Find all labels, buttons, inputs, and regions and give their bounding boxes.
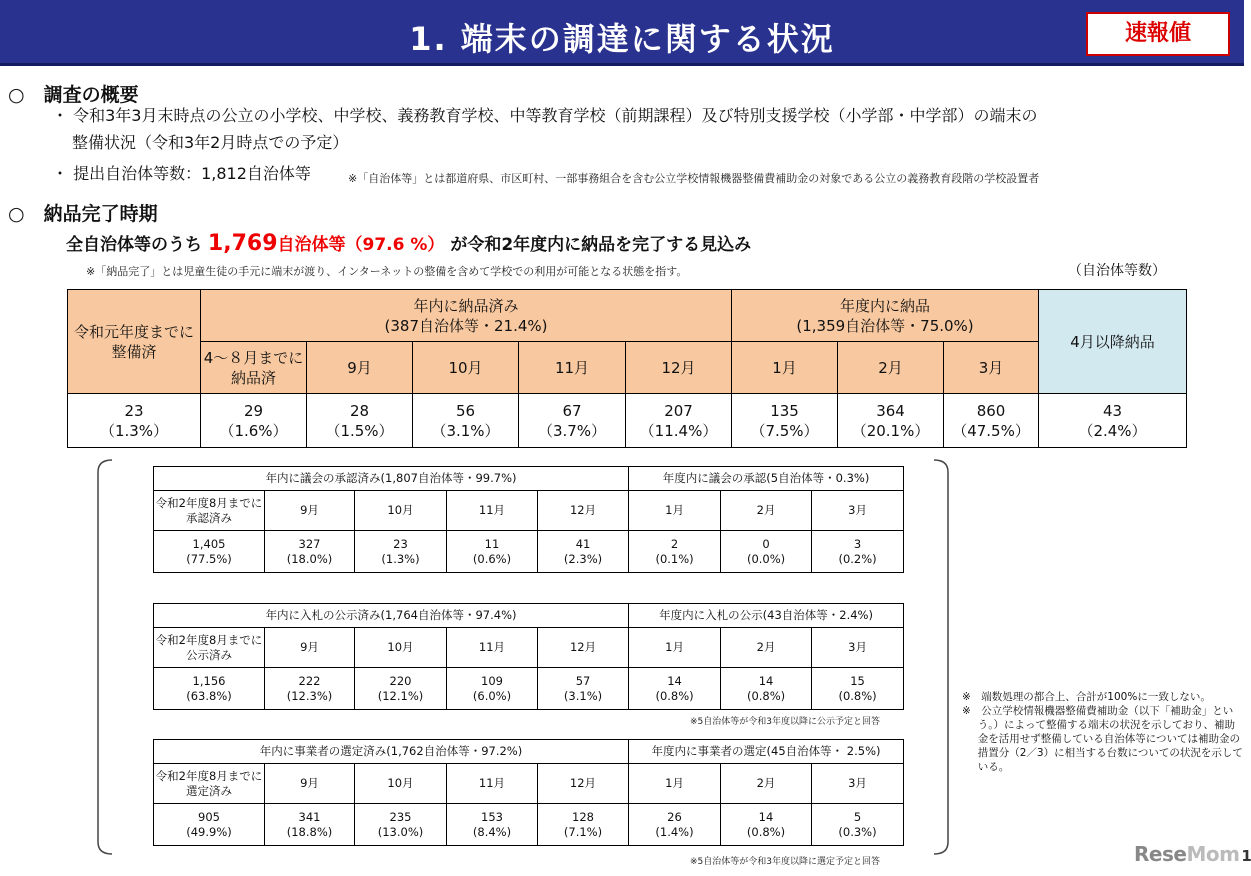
- month-header: 4～８月までに納品済: [201, 342, 307, 394]
- lead-number: 1,769: [207, 231, 278, 256]
- sub-group1-header: 年内に入札の公示済み(1,764自治体等・97.4%): [154, 604, 629, 628]
- sub-group1-header: 年内に事業者の選定済み(1,762自治体等・97.2%): [154, 740, 629, 764]
- overview-bullet2: ・ 提出自治体等数：1,812自治体等: [52, 164, 311, 183]
- side-notes: [962, 690, 1244, 774]
- page-number: 1: [1241, 847, 1251, 865]
- month-header: 1月: [732, 342, 838, 394]
- sub-month: 11月: [447, 764, 538, 804]
- value-cell: 67 （3.7%）: [519, 394, 626, 448]
- sub-value: 1,405 (77.5%): [154, 531, 265, 573]
- sub-month: 1月: [629, 764, 721, 804]
- sub-month: 1月: [629, 491, 721, 531]
- sub-value: 11 (0.6%): [447, 531, 538, 573]
- unit-label: （自治体等数）: [1068, 263, 1166, 279]
- value-cell: 28 （1.5%）: [307, 394, 413, 448]
- sub-month: 10月: [355, 628, 447, 668]
- value-cell: 29 （1.6%）: [201, 394, 307, 448]
- sub-month: 2月: [721, 491, 812, 531]
- value-cell: 23 （1.3%）: [68, 394, 201, 448]
- sub-first-col: 令和2年度8月までに選定済み: [154, 764, 265, 804]
- sub-group1-header: 年内に議会の承認済み(1,807自治体等・99.7%): [154, 467, 629, 491]
- overview-bullet2-note: ※「自治体等」とは都道府県、市区町村、一部事務組合を含む公立学校情報機器整備費補助金の対象である公立の義務教育段階の学校設置者: [348, 172, 1040, 185]
- sub-value: 3 (0.2%): [812, 531, 904, 573]
- sub-month: 3月: [812, 491, 904, 531]
- overview-heading: ○ 調査の概要: [8, 84, 139, 106]
- sub-month: 9月: [265, 491, 355, 531]
- sub-value: 220 (12.1%): [355, 668, 447, 710]
- col-after-april: 4月以降納品: [1039, 290, 1187, 394]
- vendor-footnote: ※5自治体等が令和3年度以降に選定予定と回答: [690, 857, 880, 867]
- sub-month: 10月: [355, 491, 447, 531]
- month-header: 9月: [307, 342, 413, 394]
- sub-value: 23 (1.3%): [355, 531, 447, 573]
- sub-value: 26 (1.4%): [629, 804, 721, 846]
- sub-value: 128 (7.1%): [538, 804, 629, 846]
- sub-value: 14 (0.8%): [721, 668, 812, 710]
- sub-month: 12月: [538, 628, 629, 668]
- lead-pre: 全自治体等のうち: [66, 235, 208, 255]
- sub-value: 905 (49.9%): [154, 804, 265, 846]
- sub-value: 14 (0.8%): [629, 668, 721, 710]
- month-header: 10月: [413, 342, 519, 394]
- sub-value: 1,156 (63.8%): [154, 668, 265, 710]
- value-cell: 135 （7.5%）: [732, 394, 838, 448]
- sub-group2-header: 年度内に議会の承認(5自治体等・0.3%): [629, 467, 904, 491]
- overview-bullet1-line1: ・ 令和3年3月末時点の公立の小学校、中学校、義務教育学校、中等教育学校（前期課程）及び特別支援学校（小学部・中学部）の端末の: [52, 106, 1038, 125]
- sub-month: 3月: [812, 764, 904, 804]
- sub-group2-header: 年度内に入札の公示(43自治体等・2.4%): [629, 604, 904, 628]
- sub-value: 341 (18.8%): [265, 804, 355, 846]
- month-header: 3月: [944, 342, 1039, 394]
- sub-month: 2月: [721, 628, 812, 668]
- month-header: 11月: [519, 342, 626, 394]
- sub-value: 15 (0.8%): [812, 668, 904, 710]
- sub-value: 109 (6.0%): [447, 668, 538, 710]
- lead-unit: 自治体等（97.6 %）: [277, 235, 445, 255]
- council-approval-table: [153, 466, 904, 573]
- sub-month: 11月: [447, 491, 538, 531]
- value-cell: 43 （2.4%）: [1039, 394, 1187, 448]
- sub-value: 41 (2.3%): [538, 531, 629, 573]
- value-cell: 364 （20.1%）: [838, 394, 944, 448]
- delivery-heading: ○ 納品完了時期: [8, 203, 158, 225]
- page-title: 1. 端末の調達に関する状況: [409, 20, 835, 58]
- sub-value: 222 (12.3%): [265, 668, 355, 710]
- sub-group2-header: 年度内に事業者の選定(45自治体等・ 2.5%): [629, 740, 904, 764]
- side-note-2: ※ 公立学校情報機器整備費補助金（以下「補助金」という。）によって整備する端末の状況を示しており、補助金を活用せず整備している自治体等については補助金の措置分（2／3）に相当する台数についての状況を示している。: [962, 705, 1243, 773]
- sub-value: 235 (13.0%): [355, 804, 447, 846]
- sub-value: 327 (18.0%): [265, 531, 355, 573]
- left-brace: [92, 458, 114, 856]
- side-note-1: ※ 端数処理の都合上、合計が100%に一致しない。: [962, 691, 1211, 703]
- preliminary-badge: 速報値: [1086, 12, 1230, 56]
- value-cell: 207 （11.4%）: [626, 394, 732, 448]
- sub-value: 2 (0.1%): [629, 531, 721, 573]
- vendor-selection-table: [153, 739, 904, 846]
- delivery-note: ※「納品完了」とは児童生徒の手元に端末が渡り、インターネットの整備を含めて学校での利用が可能となる状態を指す。: [86, 265, 688, 278]
- bid-footnote: ※5自治体等が令和3年度以降に公示予定と回答: [690, 717, 880, 727]
- month-header: 12月: [626, 342, 732, 394]
- sub-value: 0 (0.0%): [721, 531, 812, 573]
- bid-notice-table: [153, 603, 904, 710]
- sub-month: 3月: [812, 628, 904, 668]
- right-brace: [932, 458, 954, 856]
- sub-month: 9月: [265, 764, 355, 804]
- value-cell: 860 （47.5%）: [944, 394, 1039, 448]
- sub-first-col: 令和2年度8月までに承認済み: [154, 491, 265, 531]
- lead-post: が令和2年度内に納品を完了する見込み: [444, 235, 752, 255]
- sub-month: 2月: [721, 764, 812, 804]
- delivery-lead: [66, 230, 751, 256]
- title-bar: [0, 0, 1244, 66]
- sub-value: 57 (3.1%): [538, 668, 629, 710]
- sub-first-col: 令和2年度8月までに公示済み: [154, 628, 265, 668]
- sub-month: 11月: [447, 628, 538, 668]
- sub-value: 153 (8.4%): [447, 804, 538, 846]
- delivery-table: [67, 289, 1187, 448]
- sub-month: 10月: [355, 764, 447, 804]
- col-prev-year: 令和元年度までに整備済: [68, 290, 201, 394]
- sub-value: 5 (0.3%): [812, 804, 904, 846]
- sub-month: 12月: [538, 491, 629, 531]
- group-within-fiscal-year: 年度内に納品 (1,359自治体等・75.0%): [732, 290, 1039, 342]
- sub-value: 14 (0.8%): [721, 804, 812, 846]
- resemom-logo: ReseMom 1: [1134, 842, 1251, 866]
- group-delivered-in-year: 年内に納品済み (387自治体等・21.4%): [201, 290, 732, 342]
- value-cell: 56 （3.1%）: [413, 394, 519, 448]
- overview-bullet1-line2: 整備状況（令和3年2月時点での予定）: [72, 133, 349, 152]
- sub-month: 1月: [629, 628, 721, 668]
- sub-month: 9月: [265, 628, 355, 668]
- month-header: 2月: [838, 342, 944, 394]
- sub-month: 12月: [538, 764, 629, 804]
